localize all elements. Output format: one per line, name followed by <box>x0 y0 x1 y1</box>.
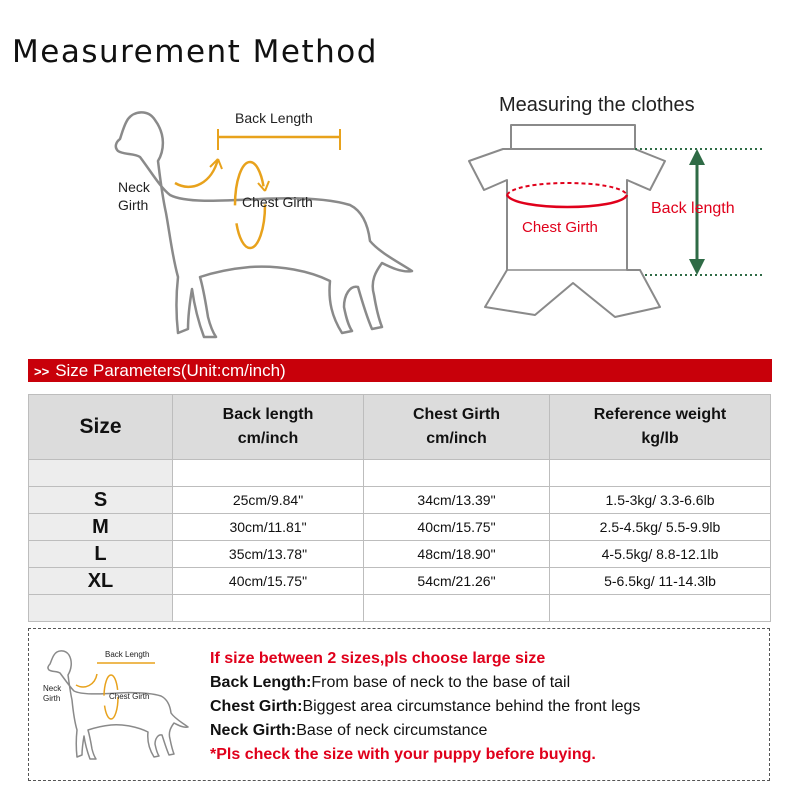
double-chevron-right-icon: >> <box>34 364 50 379</box>
mini-chest-girth-label: Chest Girth <box>109 692 150 701</box>
neck-label: Neck <box>118 179 150 195</box>
mini-girth-label: Girth <box>43 694 61 703</box>
header-size: Size <box>29 395 173 460</box>
note-chest-girth-text: Biggest area circumstance behind the front legs <box>302 698 641 715</box>
note-chest-girth-label: Chest Girth: <box>210 698 303 715</box>
size-notes <box>210 647 640 767</box>
back-length-arrow-up-icon <box>689 149 705 165</box>
mini-neck-girth-arc <box>76 674 97 687</box>
table-row <box>29 487 771 514</box>
reference-weight-cell: 4-5.5kg/ 8.8-12.1lb <box>550 541 771 568</box>
table-row-blank <box>29 460 771 487</box>
back-length-arrow-down-icon <box>689 259 705 275</box>
clothes-back-length-label: Back length <box>651 200 735 217</box>
table-row <box>29 514 771 541</box>
header-reference-weight: Reference weight kg/lb <box>550 395 771 460</box>
mini-dog-diagram <box>41 643 191 763</box>
table-row-blank <box>29 595 771 622</box>
reference-weight-cell: 2.5-4.5kg/ 5.5-9.9lb <box>550 514 771 541</box>
chest-girth-cell: 54cm/21.26" <box>364 568 550 595</box>
size-parameters-title: Size Parameters(Unit:cm/inch) <box>55 361 286 380</box>
chest-girth-cell: 34cm/13.39" <box>364 487 550 514</box>
back-length-cell: 25cm/9.84" <box>173 487 364 514</box>
size-cell: M <box>29 514 173 541</box>
size-notes-box <box>28 628 770 781</box>
note-back-length-text: From base of neck to the base of tail <box>311 674 571 691</box>
neck-girth-measure-arc <box>175 159 218 187</box>
table-row <box>29 541 771 568</box>
size-parameters-header <box>28 359 772 382</box>
back-length-cell: 35cm/13.78" <box>173 541 364 568</box>
reference-weight-cell: 5-6.5kg/ 11-14.3lb <box>550 568 771 595</box>
back-length-cell: 30cm/11.81" <box>173 514 364 541</box>
clothes-measurement-diagram <box>455 85 795 345</box>
chest-girth-cell: 48cm/18.90" <box>364 541 550 568</box>
chest-girth-solid-arc <box>507 195 627 207</box>
header-back-length: Back length cm/inch <box>173 395 364 460</box>
table-row <box>29 568 771 595</box>
note-chest-girth <box>210 695 640 719</box>
note-back-length <box>210 671 640 695</box>
page-title: Measurement Method <box>12 34 378 70</box>
clothes-diagram-title: Measuring the clothes <box>499 94 695 116</box>
size-tip: If size between 2 sizes,pls choose large size <box>210 650 546 667</box>
mini-neck-label: Neck <box>43 684 62 693</box>
neck-girth-label: Girth <box>118 197 149 213</box>
size-cell: XL <box>29 568 173 595</box>
mini-back-length-label: Back Length <box>105 650 150 659</box>
note-neck-girth-text: Base of neck circumstance <box>296 722 488 739</box>
chest-girth-label: Chest Girth <box>242 194 313 210</box>
chest-girth-cell: 40cm/15.75" <box>364 514 550 541</box>
back-length-cell: 40cm/15.75" <box>173 568 364 595</box>
size-table <box>28 394 771 622</box>
size-warning: *Pls check the size with your puppy before buying. <box>210 746 596 763</box>
size-cell: S <box>29 487 173 514</box>
back-length-label: Back Length <box>235 110 313 126</box>
note-back-length-label: Back Length: <box>210 674 312 691</box>
header-chest-girth: Chest Girth cm/inch <box>364 395 550 460</box>
dog-measurement-diagram <box>100 95 430 345</box>
note-neck-girth-label: Neck Girth: <box>210 722 297 739</box>
note-neck-girth <box>210 719 640 743</box>
table-header-row <box>29 395 771 460</box>
clothes-chest-girth-label: Chest Girth <box>522 219 598 236</box>
size-cell: L <box>29 541 173 568</box>
chest-girth-dashed-arc <box>507 183 627 195</box>
reference-weight-cell: 1.5-3kg/ 3.3-6.6lb <box>550 487 771 514</box>
